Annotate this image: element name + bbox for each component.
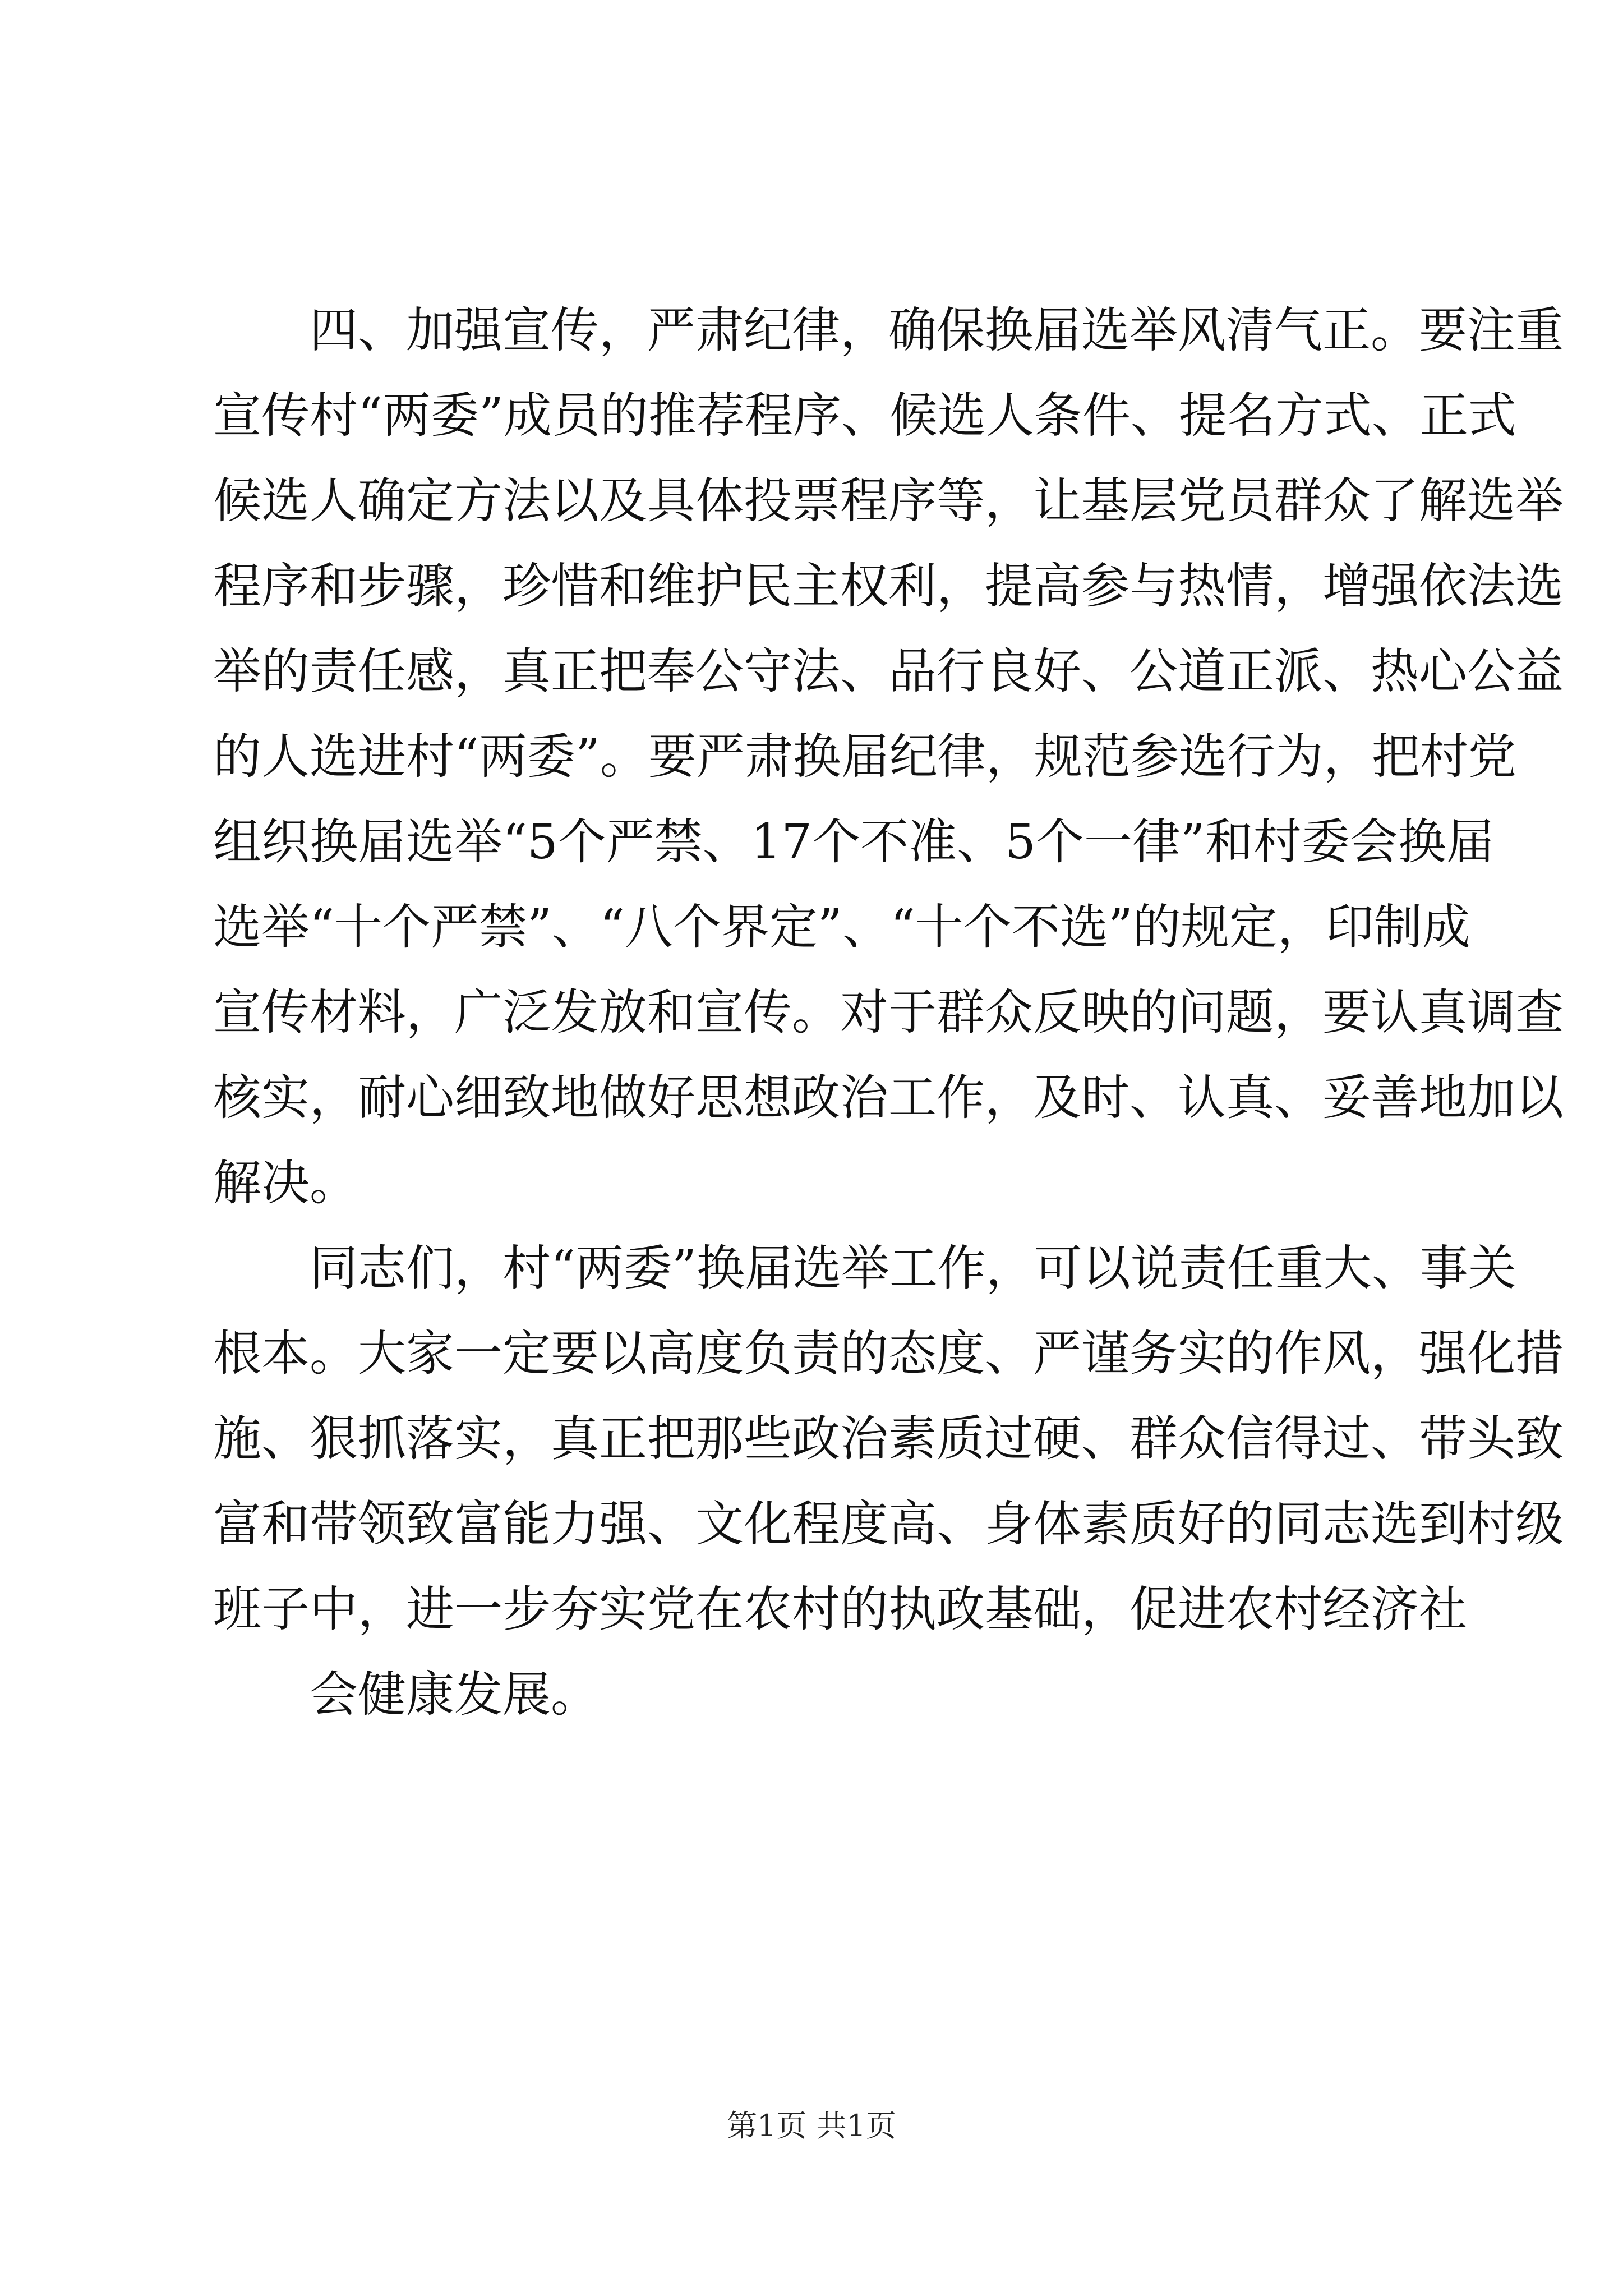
text-line: 宣传材料，广泛发放和宣传。对于群众反映的问题，要认真调查 xyxy=(213,984,1564,1041)
text-line: 四、加强宣传，严肃纪律，确保换届选举风清气正。要注重 xyxy=(310,302,1564,358)
text-line: 施、狠抓落实，真正把那些政治素质过硬、群众信得过、带头致 xyxy=(213,1411,1564,1467)
text-line: 的人选进村“两委”。要严肃换届纪律，规范参选行为，把村党 xyxy=(213,729,1516,785)
text-line: 组织换届选举“5个严禁、17个不准、5个一律”和村委会换届 xyxy=(213,814,1495,870)
text-line: 解决。 xyxy=(213,1155,358,1211)
text-line: 举的责任感，真正把奉公守法、品行良好、公道正派、热心公益 xyxy=(213,643,1564,700)
text-line: 根本。大家一定要以高度负责的态度、严谨务实的作风，强化措 xyxy=(213,1326,1564,1382)
text-line: 会健康发展。 xyxy=(310,1667,599,1723)
text-line: 核实，耐心细致地做好思想政治工作，及时、认真、妥善地加以 xyxy=(213,1070,1564,1126)
text-line: 班子中，进一步夯实党在农村的执政基础，促进农村经济社 xyxy=(213,1581,1467,1637)
text-line: 候选人确定方法以及具体投票程序等，让基层党员群众了解选举 xyxy=(213,473,1564,529)
text-line: 程序和步骤，珍惜和维护民主权利，提高参与热情，增强依法选 xyxy=(213,558,1564,614)
text-line: 富和带领致富能力强、文化程度高、身体素质好的同志选到村级 xyxy=(213,1496,1564,1552)
page-number-footer: 第1页 共1页 xyxy=(727,2108,896,2143)
text-line: 选举“十个严禁”、“八个界定”、“十个不选”的规定，印制成 xyxy=(213,899,1470,955)
text-line: 宣传村“两委”成员的推荐程序、候选人条件、提名方式、正式 xyxy=(213,388,1516,444)
text-line: 同志们，村“两委”换届选举工作，可以说责任重大、事关 xyxy=(310,1240,1516,1296)
